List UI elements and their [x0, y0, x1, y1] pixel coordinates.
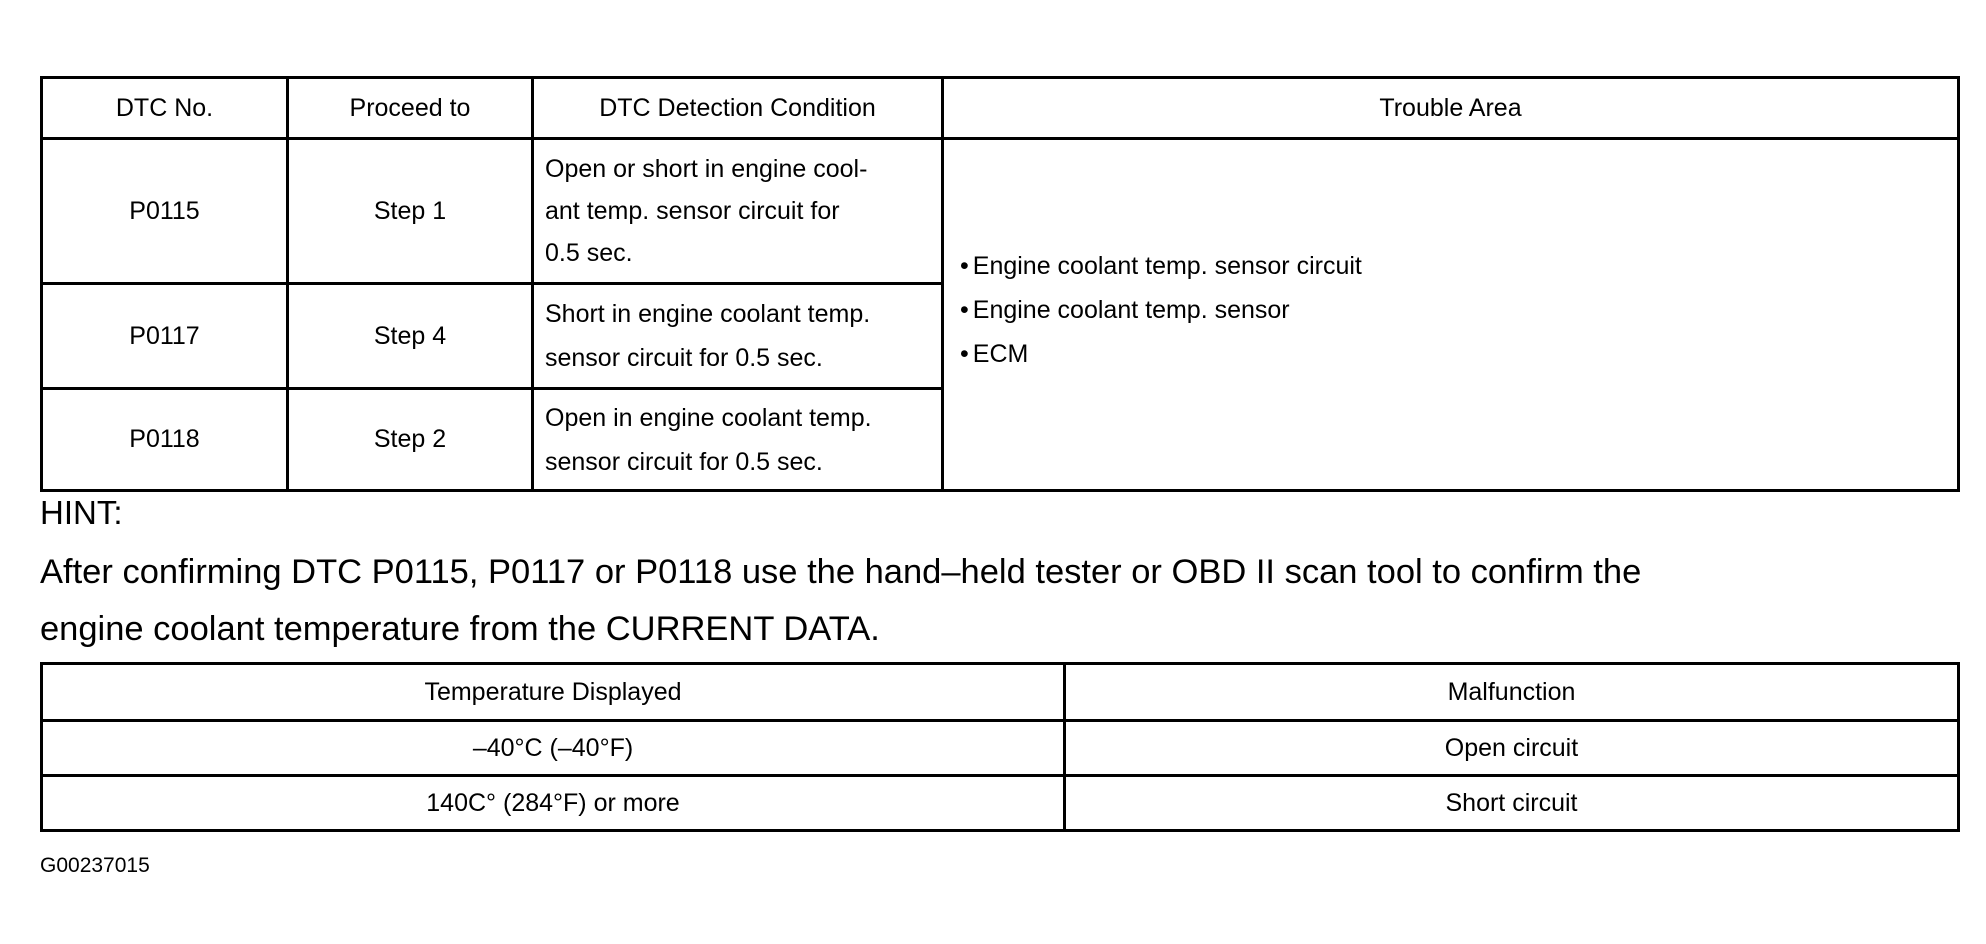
header-trouble-area [943, 78, 1959, 139]
header-underline [1356, 137, 1486, 139]
trouble-area-cell [943, 139, 1959, 491]
detection-condition [533, 389, 943, 491]
figure-code: G00237015 [40, 854, 150, 877]
header-dtc-no: DTC No. [42, 78, 288, 139]
condition-line: Short in engine coolant temp. [545, 300, 871, 328]
list-item [960, 332, 1957, 376]
detection-condition [533, 139, 943, 284]
table-row [42, 721, 1959, 776]
proceed-step: Step 4 [288, 284, 533, 389]
trouble-area-item: Engine coolant temp. sensor circuit [972, 251, 1362, 280]
dtc-table [40, 76, 1960, 492]
condition-line: sensor circuit for 0.5 sec. [545, 344, 823, 372]
header-malfunction: Malfunction [1065, 664, 1959, 721]
condition-line: sensor circuit for 0.5 sec. [545, 447, 823, 476]
header-detection-condition: DTC Detection Condition [533, 78, 943, 139]
trouble-area-item: Engine coolant temp. sensor [972, 295, 1290, 324]
proceed-step: Step 1 [288, 139, 533, 284]
condition-line: Open or short in engine cool- [545, 155, 868, 183]
table-row [42, 776, 1959, 831]
dtc-code: P0118 [42, 389, 288, 491]
condition-line: 0.5 sec. [545, 239, 633, 267]
temperature-header-row [42, 664, 1959, 721]
condition-line: Open in engine coolant temp. [545, 403, 872, 432]
trouble-area-list [960, 244, 1957, 376]
condition-line: ant temp. sensor circuit for [545, 197, 840, 225]
detection-condition [533, 284, 943, 389]
header-proceed-to: Proceed to [288, 78, 533, 139]
hint-text: After confirming DTC P0115, P0117 or P0118 use the hand–held tester or OBD II scan tool to confirm the engine coolant temperature from the CURRENT DATA. [40, 553, 1642, 648]
list-item [960, 244, 1957, 288]
hint-label: HINT: [40, 494, 123, 531]
trouble-area-item: ECM [972, 339, 1029, 368]
proceed-step: Step 2 [288, 389, 533, 491]
temperature-value: 140C° (284°F) or more [42, 776, 1065, 831]
temperature-table [40, 662, 1960, 832]
malfunction-value: Short circuit [1065, 776, 1959, 831]
dtc-code: P0115 [42, 139, 288, 284]
temperature-value: –40°C (–40°F) [42, 721, 1065, 776]
bullet-icon: • [960, 339, 969, 368]
dtc-code: P0117 [42, 284, 288, 389]
table-row [42, 139, 1959, 284]
bullet-icon: • [960, 295, 969, 324]
header-trouble-area-label: Trouble Area [1379, 93, 1522, 122]
header-temperature-displayed: Temperature Displayed [42, 664, 1065, 721]
malfunction-value: Open circuit [1065, 721, 1959, 776]
dtc-header-row [42, 78, 1959, 139]
bullet-icon: • [960, 251, 969, 280]
list-item [960, 288, 1957, 332]
